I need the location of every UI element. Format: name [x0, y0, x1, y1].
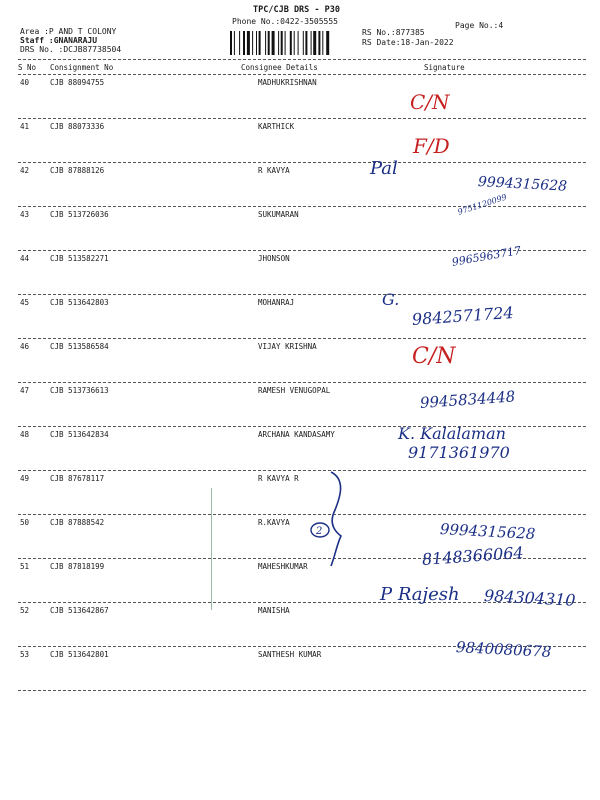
row-sno: 51 — [20, 562, 30, 571]
table-row — [0, 122, 600, 166]
row-divider — [18, 118, 586, 119]
row-consignee-name: MAHESHKUMAR — [258, 562, 308, 571]
col-sno-header: S No — [18, 63, 37, 72]
row-consignee-name: ARCHANA KANDASAMY — [258, 430, 335, 439]
row-consignee-name: MANISHA — [258, 606, 290, 615]
row-consignee-name: R KAVYA R — [258, 474, 299, 483]
row-sno: 46 — [20, 342, 30, 351]
row-sno: 50 — [20, 518, 30, 527]
row-sno: 47 — [20, 386, 30, 395]
bracket-annotation — [295, 470, 355, 570]
row-consignment-no: CJB 87888126 — [50, 166, 105, 175]
staff-label: Staff :GNANARAJU — [20, 36, 98, 45]
row-consignment-no: CJB 513726036 — [50, 210, 109, 219]
row-consignment-no: CJB 513736613 — [50, 386, 109, 395]
row-consignee-name: MOHANRAJ — [258, 298, 295, 307]
row-consignee-name: R KAVYA — [258, 166, 290, 175]
row-sno: 53 — [20, 650, 30, 659]
row-consignment-no: CJB 513586584 — [50, 342, 109, 351]
row-divider — [18, 382, 586, 383]
rs-date: RS Date:18-Jan-2022 — [362, 38, 454, 47]
row-consignment-no: CJB 513582271 — [50, 254, 109, 263]
row-signature-phone: 9840080678 — [455, 638, 552, 661]
drs-number: DRS No. :DCJB87738504 — [20, 45, 122, 54]
col-consignment-header: Consignment No — [50, 63, 114, 72]
row-signature-phone: 9994315628 — [477, 174, 568, 195]
row-consignee-name: VIJAY KRISHNA — [258, 342, 317, 351]
row-signature-phone: 9751120099 — [456, 192, 508, 217]
row-consignment-no: CJB 87888542 — [50, 518, 105, 527]
pencil-line — [211, 488, 212, 610]
row-signature: Pal — [370, 158, 398, 179]
row-signature: C/N — [412, 344, 456, 369]
row-divider — [18, 338, 586, 339]
table-row — [0, 78, 600, 122]
barcode — [230, 31, 354, 55]
row-sno: 41 — [20, 122, 30, 131]
sheet-title: TPC/CJB DRS - P30 — [253, 5, 340, 15]
row-consignee-name: MADHUKRISHNAN — [258, 78, 317, 87]
page-number: Page No.:4 — [455, 21, 504, 30]
table-row — [0, 638, 600, 694]
row-consignment-no: CJB 513642867 — [50, 606, 109, 615]
table-row — [0, 243, 600, 298]
row-signature-phone: 9994315628 — [439, 520, 536, 543]
row-signature-phone: 9171361970 — [408, 443, 510, 462]
row-signature-phone: 9965963717 — [450, 243, 523, 269]
phone-number: Phone No.:0422-3505555 — [232, 17, 338, 26]
row-signature-phone: 984304310 — [483, 586, 576, 610]
row-consignee-name: R.KAVYA — [258, 518, 290, 527]
row-sno: 43 — [20, 210, 30, 219]
row-signature: C/N — [410, 90, 450, 114]
row-sno: 42 — [20, 166, 30, 175]
row-consignment-no: CJB 88073336 — [50, 122, 105, 131]
row-sno: 45 — [20, 298, 30, 307]
row-divider — [18, 206, 586, 207]
row-signature: G. — [382, 290, 400, 309]
row-signature: F/D — [413, 134, 450, 158]
row-consignment-no: CJB 513642803 — [50, 298, 109, 307]
row-sno: 49 — [20, 474, 30, 483]
row-sno: 44 — [20, 254, 30, 263]
area-label: Area :P AND T COLONY — [20, 27, 117, 36]
col-signature-header: Signature — [424, 63, 465, 72]
row-consignee-name: KARTHICK — [258, 122, 295, 131]
row-divider — [18, 162, 586, 163]
row-signature-phone: 8148366064 — [421, 542, 525, 569]
row-signature: K. Kalalaman — [398, 424, 506, 443]
row-signature-phone: 9842571724 — [411, 302, 515, 329]
row-consignee-name: SUKUMARAN — [258, 210, 299, 219]
row-consignment-no: CJB 87678117 — [50, 474, 105, 483]
row-consignment-no: CJB 513642834 — [50, 430, 109, 439]
row-consignee-name: SANTHESH KUMAR — [258, 650, 322, 659]
header-rule — [18, 59, 586, 60]
row-sno: 52 — [20, 606, 30, 615]
col-consignee-header: Consignee Details — [241, 63, 318, 72]
row-consignment-no: CJB 513642801 — [50, 650, 109, 659]
header-rule-bottom — [18, 74, 586, 75]
row-consignment-no: CJB 88094755 — [50, 78, 105, 87]
row-divider — [18, 294, 586, 295]
row-divider — [18, 690, 586, 691]
table-row — [0, 386, 600, 430]
row-consignment-no: CJB 87818199 — [50, 562, 105, 571]
row-signature: P Rajesh — [380, 584, 460, 605]
table-row — [0, 342, 600, 386]
row-consignee-name: RAMESH VENUGOPAL — [258, 386, 331, 395]
row-consignee-name: JHONSON — [258, 254, 290, 263]
row-signature-phone: 9945834448 — [419, 387, 516, 412]
table-row — [0, 290, 600, 342]
row-sno: 48 — [20, 430, 30, 439]
rs-number: RS No.:877385 — [362, 28, 425, 37]
table-row — [0, 424, 600, 474]
table-row — [0, 158, 600, 210]
row-sno: 40 — [20, 78, 30, 87]
annotation-number: 2 — [316, 526, 323, 537]
